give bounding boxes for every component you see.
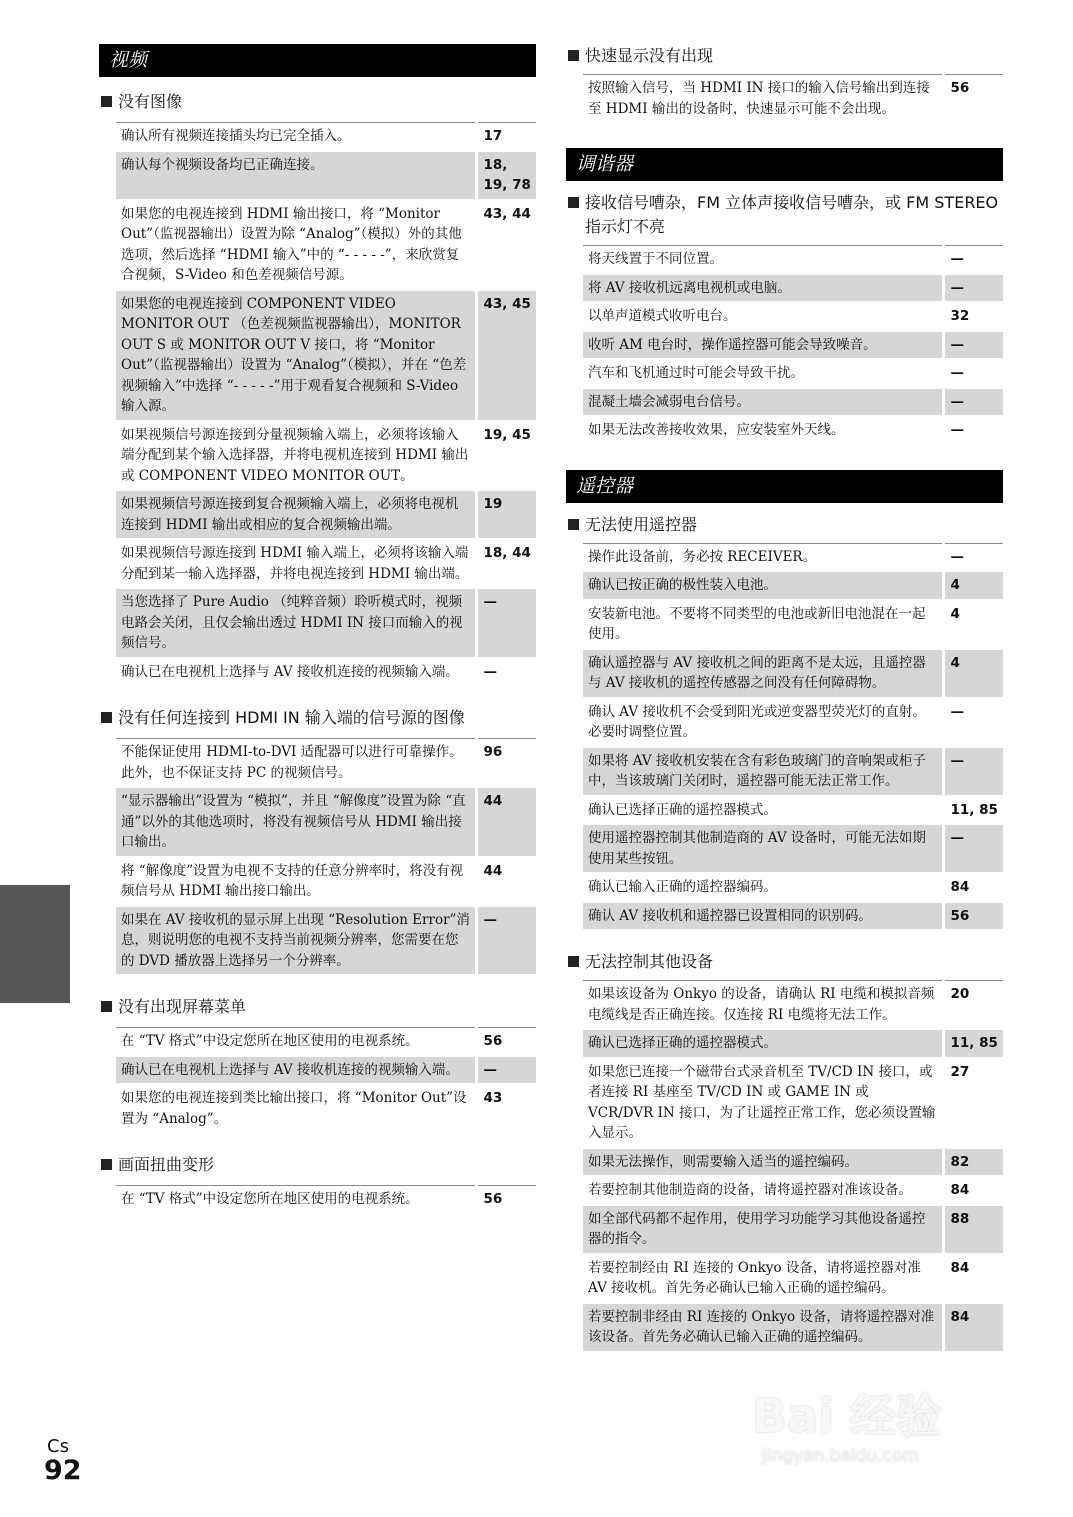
table-row bbox=[583, 1058, 1003, 1148]
row-description: 确认每个视频设备均已正确连接。 bbox=[116, 151, 476, 200]
row-page-ref: 11, 85 bbox=[943, 796, 1003, 825]
row-page-ref: 11, 85 bbox=[943, 1029, 1003, 1058]
row-page-ref: — bbox=[943, 543, 1003, 571]
row-page-ref: 4 bbox=[943, 571, 1003, 600]
square-bullet-icon bbox=[101, 712, 112, 723]
square-bullet-icon bbox=[568, 519, 579, 530]
troubleshoot-table bbox=[583, 74, 1003, 124]
table-row bbox=[583, 649, 1003, 698]
row-page-ref: 32 bbox=[943, 302, 1003, 331]
row-page-ref: — bbox=[476, 1056, 536, 1085]
section-title-video: 视频 bbox=[99, 44, 536, 77]
table-row bbox=[116, 658, 536, 687]
watermark-logo: Bai 经验 bbox=[752, 1389, 942, 1443]
square-bullet-icon bbox=[568, 956, 579, 967]
group-no-picture bbox=[99, 90, 536, 687]
row-page-ref: 88 bbox=[943, 1205, 1003, 1254]
row-page-ref: 96 bbox=[476, 739, 536, 788]
group-no-osd bbox=[99, 995, 536, 1134]
row-description: 不能保证使用 HDMI-to-DVI 适配器可以进行可靠操作。此外，也不保证支持 PC 的视频信号。 bbox=[121, 744, 463, 781]
table-row bbox=[583, 571, 1003, 600]
row-description: 安装新电池。不要将不同类型的电池或新旧电池混在一起使用。 bbox=[588, 605, 926, 642]
row-description: 如果无法操作，则需要输入适当的遥控编码。 bbox=[583, 1148, 943, 1177]
table-row bbox=[583, 824, 1003, 873]
table-row bbox=[116, 906, 536, 976]
row-page-ref: 20 bbox=[943, 981, 1003, 1030]
troubleshoot-table bbox=[583, 245, 1003, 446]
row-page-ref: 84 bbox=[943, 1254, 1003, 1303]
row-page-ref: — bbox=[943, 388, 1003, 417]
group-distorted-picture bbox=[99, 1153, 536, 1215]
row-description: 确认遥控器与 AV 接收机之间的距离不是太远，且遥控器与 AV 接收机的遥控传感器之间没有任何障碍物。 bbox=[583, 649, 943, 698]
row-page-ref: — bbox=[943, 331, 1003, 360]
left-column bbox=[99, 44, 536, 1215]
row-description: 如果您的电视连接到 HDMI 输出接口，将 “Monitor Out”（监视器输出）设置为除 “Analog”（模拟）外的其他选项，然后选择 “HDMI 输入”中的 “- - - - -”，来欣赏复合视频，S-Video 和色差视频信号源。 bbox=[121, 205, 462, 283]
group-no-hdmi-picture bbox=[99, 706, 536, 976]
row-description: 确认 AV 接收机不会受到阳光或逆变器型荧光灯的直射。必要时调整位置。 bbox=[588, 703, 926, 740]
row-description: 使用遥控器控制其他制造商的 AV 设备时，可能无法如期使用某些按钮。 bbox=[583, 824, 943, 873]
group-remote-not-working bbox=[566, 513, 1003, 932]
table-row bbox=[583, 873, 1003, 902]
row-page-ref: 19, 45 bbox=[476, 421, 536, 491]
row-description: 在 “TV 格式”中设定您所在地区使用的电视系统。 bbox=[121, 1033, 419, 1049]
row-description: 汽车和飞机通过时可能会导致干扰。 bbox=[588, 365, 804, 381]
row-description: 如果您的电视连接到 COMPONENT VIDEO MONITOR OUT （色差视频监视器输出），MONITOR OUT S 或 MONITOR OUT V 接口，将 “Monitor Out”（监视器输出）设置为 “Analog”（模拟），并在 “色差视频输入”中选择 “- - - - -”用于观看复合视频和 S-Video 输入源。 bbox=[116, 290, 476, 421]
page-language: Cs bbox=[47, 1436, 69, 1457]
table-row bbox=[583, 902, 1003, 931]
table-row bbox=[116, 1056, 536, 1085]
row-description: 当您选择了 Pure Audio （纯粹音频）聆听模式时，视频电路会关闭，且仅会输出透过 HDMI IN 接口而输入的视频信号。 bbox=[116, 588, 476, 658]
row-page-ref: 43, 45 bbox=[476, 290, 536, 421]
row-page-ref: 19 bbox=[476, 490, 536, 539]
row-page-ref: 17 bbox=[476, 123, 536, 151]
troubleshoot-table bbox=[116, 738, 536, 976]
troubleshoot-table bbox=[116, 1027, 536, 1134]
row-page-ref: 84 bbox=[943, 1176, 1003, 1205]
troubleshoot-table bbox=[583, 543, 1003, 932]
square-bullet-icon bbox=[568, 197, 579, 208]
table-row bbox=[116, 1028, 536, 1056]
row-page-ref: 82 bbox=[943, 1148, 1003, 1177]
right-column bbox=[566, 44, 1003, 1353]
group-noisy-reception bbox=[566, 191, 1003, 446]
row-page-ref: 44 bbox=[476, 787, 536, 857]
table-row bbox=[116, 200, 536, 290]
row-page-ref: 56 bbox=[943, 902, 1003, 931]
table-row bbox=[116, 787, 536, 857]
subheading: 没有任何连接到 HDMI IN 输入端的信号源的图像 bbox=[99, 706, 536, 730]
row-description: 收听 AM 电台时，操作遥控器可能会导致噪音。 bbox=[583, 331, 943, 360]
square-bullet-icon bbox=[568, 50, 579, 61]
row-description: 确认已输入正确的遥控器编码。 bbox=[588, 879, 777, 895]
row-description: 确认已在电视机上选择与 AV 接收机连接的视频输入端。 bbox=[116, 1056, 476, 1085]
row-description: 在 “TV 格式”中设定您所在地区使用的电视系统。 bbox=[121, 1191, 419, 1207]
row-description: 如果该设备为 Onkyo 的设备，请确认 RI 电缆和模拟音频电缆线是否正确连接。仅连接 RI 电缆将无法工作。 bbox=[588, 986, 935, 1023]
row-description: 确认已按正确的极性装入电池。 bbox=[583, 571, 943, 600]
table-row bbox=[583, 331, 1003, 360]
table-row bbox=[583, 543, 1003, 571]
row-page-ref: 56 bbox=[943, 75, 1003, 124]
square-bullet-icon bbox=[101, 1001, 112, 1012]
row-page-ref: 44 bbox=[476, 857, 536, 906]
subheading: 接收信号嘈杂，FM 立体声接收信号嘈杂，或 FM STEREO 指示灯不亮 bbox=[566, 191, 1003, 239]
side-tab bbox=[0, 885, 70, 1003]
subheading: 画面扭曲变形 bbox=[99, 1153, 536, 1177]
row-page-ref: — bbox=[476, 906, 536, 976]
row-page-ref: 43 bbox=[476, 1084, 536, 1133]
subheading: 无法控制其他设备 bbox=[566, 950, 1003, 974]
table-row bbox=[583, 416, 1003, 445]
row-page-ref: — bbox=[943, 274, 1003, 303]
table-row bbox=[583, 1029, 1003, 1058]
row-description: 若要控制经由 RI 连接的 Onkyo 设备，请将遥控器对准 AV 接收机。首先务必确认已输入正确的遥控编码。 bbox=[588, 1259, 921, 1296]
row-page-ref: 18, 44 bbox=[476, 539, 536, 588]
row-page-ref: 84 bbox=[943, 1303, 1003, 1352]
square-bullet-icon bbox=[101, 1159, 112, 1170]
table-row bbox=[116, 588, 536, 658]
row-page-ref: 18, 19, 78 bbox=[476, 151, 536, 200]
table-row bbox=[583, 747, 1003, 796]
subheading: 无法使用遥控器 bbox=[566, 513, 1003, 537]
table-row bbox=[116, 123, 536, 151]
row-description: “显示器输出”设置为 “模拟”，并且 “解像度”设置为除 “直通”以外的其他选项时，将没有视频信号从 HDMI 输出接口输出。 bbox=[116, 787, 476, 857]
row-description: 确认已选择正确的遥控器模式。 bbox=[583, 1029, 943, 1058]
row-description: 若要控制非经由 RI 连接的 Onkyo 设备，请将遥控器对准该设备。首先务必确认已输入正确的遥控编码。 bbox=[583, 1303, 943, 1352]
table-row bbox=[116, 490, 536, 539]
square-bullet-icon bbox=[101, 96, 112, 107]
row-page-ref: 4 bbox=[943, 600, 1003, 649]
row-description: 确认所有视频连接插头均已完全插入。 bbox=[121, 128, 351, 144]
row-description: 如果视频信号源连接到 HDMI 输入端上，必须将该输入端分配到某一输入选择器，并将电视连接到 HDMI 输出端。 bbox=[121, 545, 469, 582]
row-description: 如果无法改善接收效果，应安装室外天线。 bbox=[588, 422, 845, 438]
row-description: 如果您已连接一个磁带台式录音机至 TV/CD IN 接口，或者连接 RI 基座至 TV/CD IN 或 GAME IN 或 VCR/DVR IN 接口，为了让遥控正常工作，您必须设置输入显示。 bbox=[588, 1063, 936, 1141]
table-row bbox=[116, 857, 536, 906]
group-quick-display bbox=[566, 44, 1003, 124]
row-description: 混凝土墙会减弱电台信号。 bbox=[583, 388, 943, 417]
table-row bbox=[583, 388, 1003, 417]
table-row bbox=[583, 1303, 1003, 1352]
table-row bbox=[583, 246, 1003, 274]
row-description: 如果将 AV 接收机安装在含有彩色玻璃门的音响架或柜子中，当该玻璃门关闭时，遥控器可能无法正常工作。 bbox=[583, 747, 943, 796]
row-page-ref: 4 bbox=[943, 649, 1003, 698]
table-row bbox=[583, 302, 1003, 331]
row-page-ref: — bbox=[476, 658, 536, 687]
row-description: 确认 AV 接收机和遥控器已设置相同的识别码。 bbox=[583, 902, 943, 931]
row-page-ref: — bbox=[943, 747, 1003, 796]
row-description: 如全部代码都不起作用，使用学习功能学习其他设备遥控器的指令。 bbox=[583, 1205, 943, 1254]
row-description: 将 AV 接收机远离电视机或电脑。 bbox=[583, 274, 943, 303]
watermark-url: jingyan.baidu.com bbox=[762, 1446, 919, 1466]
row-description: 如果在 AV 接收机的显示屏上出现 “Resolution Error”消息，则说明您的电视不支持当前视频分辨率，您需要在您的 DVD 播放器上选择另一个分辨率。 bbox=[116, 906, 476, 976]
section-title-remote: 遥控器 bbox=[566, 470, 1003, 503]
row-description: 将 “解像度”设置为电视不支持的任意分辨率时，将没有视频信号从 HDMI 输出接口输出。 bbox=[121, 862, 464, 899]
row-page-ref: 84 bbox=[943, 873, 1003, 902]
watermark bbox=[752, 1380, 1002, 1480]
row-description: 操作此设备前，务必按 RECEIVER。 bbox=[588, 548, 817, 565]
row-page-ref: — bbox=[943, 824, 1003, 873]
subheading: 没有出现屏幕菜单 bbox=[99, 995, 536, 1019]
row-description: 确认已在电视机上选择与 AV 接收机连接的视频输入端。 bbox=[121, 663, 459, 680]
table-row bbox=[116, 539, 536, 588]
table-row bbox=[116, 739, 536, 788]
row-description: 按照输入信号，当 HDMI IN 接口的输入信号输出到连接至 HDMI 输出的设备时，快速显示可能不会出现。 bbox=[588, 80, 930, 117]
row-description: 如果视频信号源连接到分量视频输入端上，必须将该输入端分配到某个输入选择器，并将电视机连接到 HDMI 输出或 COMPONENT VIDEO MONITOR OUT。 bbox=[121, 426, 469, 484]
row-description: 若要控制其他制造商的设备，请将遥控器对准该设备。 bbox=[588, 1182, 912, 1198]
row-page-ref: — bbox=[476, 588, 536, 658]
row-description: 如果视频信号源连接到复合视频输入端上，必须将电视机连接到 HDMI 输出或相应的复合视频输出端。 bbox=[116, 490, 476, 539]
troubleshoot-table bbox=[116, 122, 536, 687]
row-page-ref: 56 bbox=[476, 1028, 536, 1056]
row-page-ref: 27 bbox=[943, 1058, 1003, 1148]
row-page-ref: — bbox=[943, 416, 1003, 445]
table-row bbox=[583, 698, 1003, 747]
table-row bbox=[583, 274, 1003, 303]
table-row bbox=[583, 75, 1003, 124]
table-row bbox=[116, 290, 536, 421]
troubleshoot-table bbox=[583, 980, 1003, 1353]
row-page-ref: — bbox=[943, 246, 1003, 274]
table-row bbox=[583, 1148, 1003, 1177]
table-row bbox=[583, 796, 1003, 825]
row-page-ref: 56 bbox=[476, 1186, 536, 1214]
row-page-ref: — bbox=[943, 359, 1003, 388]
table-row bbox=[583, 1254, 1003, 1303]
table-row bbox=[116, 421, 536, 491]
table-row bbox=[116, 1186, 536, 1214]
section-title-tuner: 调谐器 bbox=[566, 148, 1003, 181]
table-row bbox=[583, 1176, 1003, 1205]
subheading: 没有图像 bbox=[99, 90, 536, 114]
row-description: 以单声道模式收听电台。 bbox=[588, 308, 737, 324]
table-row bbox=[116, 151, 536, 200]
row-page-ref: — bbox=[943, 698, 1003, 747]
row-description: 将天线置于不同位置。 bbox=[588, 251, 723, 267]
table-row bbox=[583, 359, 1003, 388]
row-description: 确认已选择正确的遥控器模式。 bbox=[588, 801, 777, 818]
troubleshoot-table bbox=[116, 1185, 536, 1215]
group-cannot-control-other bbox=[566, 950, 1003, 1353]
table-row bbox=[583, 1205, 1003, 1254]
row-description: 如果您的电视连接到类比输出接口，将 “Monitor Out”设置为 “Analog”。 bbox=[121, 1090, 467, 1127]
subheading: 快速显示没有出现 bbox=[566, 44, 1003, 68]
row-page-ref: 43, 44 bbox=[476, 200, 536, 290]
table-row bbox=[116, 1084, 536, 1133]
page-number: 92 bbox=[44, 1455, 82, 1486]
table-row bbox=[583, 981, 1003, 1030]
table-row bbox=[583, 600, 1003, 649]
